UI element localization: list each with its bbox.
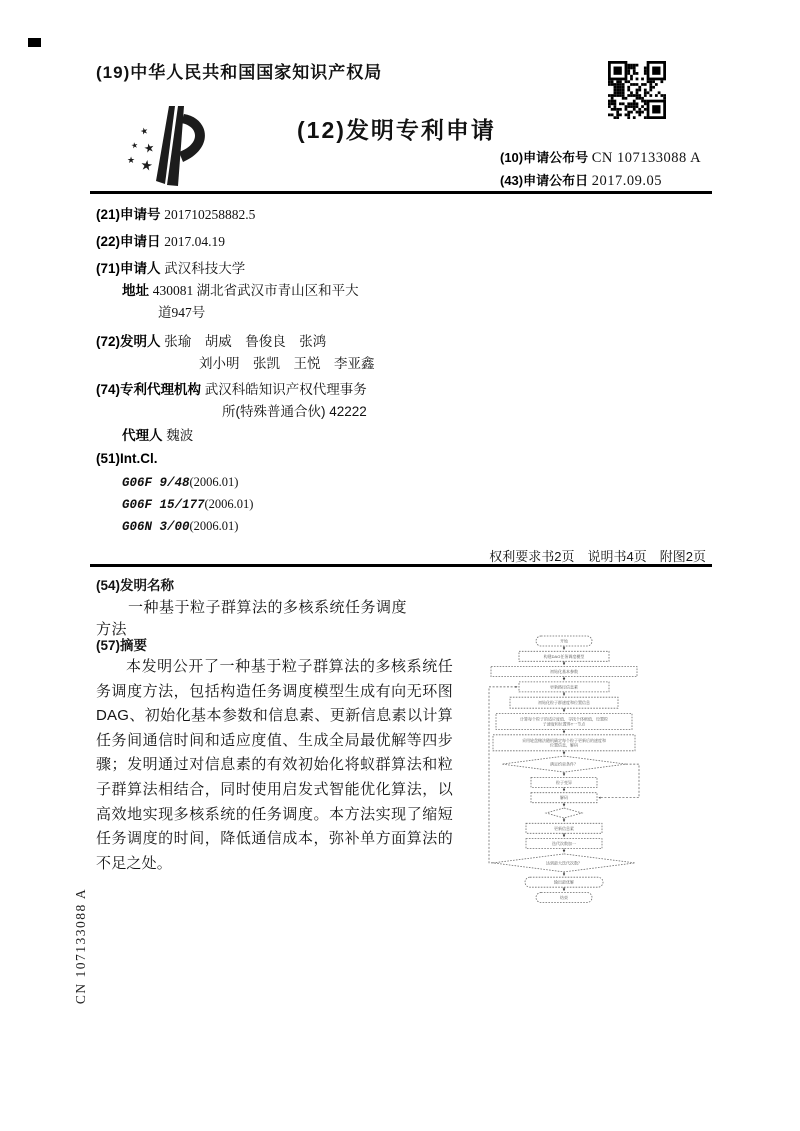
- agent-value: 魏波: [166, 428, 194, 443]
- svg-text:★: ★: [139, 125, 150, 137]
- body-divider: [90, 564, 712, 567]
- svg-text:更新路径信息素: 更新路径信息素: [550, 684, 578, 690]
- svg-text:初始化粒子群速度和位置信息: 初始化粒子群速度和位置信息: [538, 700, 590, 706]
- svg-text:★: ★: [130, 140, 139, 151]
- svg-text:★: ★: [142, 140, 156, 157]
- svg-text:子速度和位置界T一节点: 子速度和位置界T一节点: [542, 721, 586, 727]
- intcl-version-3: (2006.01): [189, 519, 239, 533]
- agent-label: 代理人: [122, 428, 163, 443]
- inventors-line1: 张瑜 胡威 鲁俊良 张鸿: [164, 334, 327, 349]
- intcl-row: [96, 451, 158, 466]
- svg-text:位置信息，解码: 位置信息，解码: [550, 742, 578, 748]
- applicant-row: [96, 257, 245, 277]
- address-row: [122, 279, 359, 299]
- abstract-section-label: (57)摘要: [96, 638, 148, 653]
- svg-text:更新信息素: 更新信息素: [554, 825, 574, 831]
- agency-label: (74)专利代理机构: [96, 382, 202, 397]
- abstract-text: 本发明公开了一种基于粒子群算法的多核系统任务调度方法，包括构造任务调度模型生成有向无环图DAG、初始化基本参数和信息素、更新信息素以计算任务间通信时间和适应度值、生成全局最优解等四步骤；发明通过对信息素的有效初始化将蚁群算法和粒子群算法相结合，同时使用启发式智能优化算法，以高效地实现多核系统的任务调度。本方法实现了缩短任务调度的时间，降低通信成本，弥补单方面算法的不足之处。: [96, 658, 453, 872]
- invention-title-line1: 一种基于粒子群算法的多核系统任务调度: [128, 599, 408, 616]
- svg-text:开始: 开始: [560, 638, 568, 644]
- abstract-figure-flowchart: [486, 631, 642, 923]
- svg-text:解码: 解码: [560, 795, 568, 801]
- side-publication-code-text: CN 107133088 A: [73, 887, 89, 1005]
- svg-text:构建DAG任务调度模型: 构建DAG任务调度模型: [543, 653, 585, 659]
- svg-text:采用轮盘赌法随机确定每个粒子更新后的速度和: 采用轮盘赌法随机确定每个粒子更新后的速度和: [522, 738, 606, 743]
- pub-date-value: 2017.09.05: [591, 173, 662, 189]
- svg-text:输出最优解: 输出最优解: [554, 879, 574, 885]
- address-line1: 430081 湖北省武汉市青山区和平大: [152, 283, 359, 298]
- pub-number-value: CN 107133088 A: [591, 150, 702, 166]
- intcl-version-2: (2006.01): [204, 497, 254, 511]
- intcl-label: (51)Int.Cl.: [96, 451, 158, 466]
- intcl-code-2: G06F 15/177: [122, 498, 205, 512]
- svg-text:达到最大迭代次数？: 达到最大迭代次数？: [546, 860, 582, 866]
- svg-text:结束: 结束: [560, 895, 568, 900]
- svg-text:粒子变异: 粒子变异: [556, 779, 572, 785]
- intcl-code-1: G06F 9/48: [122, 476, 190, 490]
- invention-title-line2: 方法: [96, 621, 128, 638]
- application-date-row: [96, 230, 225, 250]
- pub-date-row: [500, 170, 662, 190]
- intcl-entry-3: [122, 517, 238, 535]
- application-no-label: (21)申请号: [96, 207, 161, 222]
- intcl-entry-2: [122, 495, 253, 513]
- title-section-label: (54)发明名称: [96, 578, 175, 593]
- agent-row: [122, 424, 193, 444]
- svg-text:初始化基本参数: 初始化基本参数: [550, 669, 578, 675]
- agency-line2: 所(特殊普通合伙) 42222: [222, 404, 367, 419]
- address-label: 地址: [122, 283, 149, 298]
- inventors-row: [96, 330, 326, 350]
- qr-code: [608, 61, 666, 119]
- svg-text:★: ★: [139, 156, 155, 174]
- cnipa-logo-graphic: [123, 102, 223, 190]
- pub-number-label: (10)申请公布号: [500, 150, 589, 165]
- scan-mark: [28, 38, 41, 47]
- applicant-label: (71)申请人: [96, 261, 161, 276]
- address-line2: 道947号: [158, 305, 206, 320]
- header-divider: [90, 191, 712, 194]
- doc-type-title: (12)发明专利申请: [297, 117, 496, 143]
- svg-text:迭代次数加一: 迭代次数加一: [552, 841, 576, 847]
- intcl-entry-1: [122, 473, 238, 491]
- application-no-value: 201710258882.5: [164, 207, 256, 222]
- svg-text:计算每个粒子的适应度值，寻找个体极值，设置粒: 计算每个粒子的适应度值，寻找个体极值，设置粒: [520, 716, 608, 722]
- patent-office-title: (19)中华人民共和国国家知识产权局: [96, 63, 383, 82]
- intcl-version-1: (2006.01): [189, 475, 239, 489]
- intcl-code-3: G06N 3/00: [122, 520, 190, 534]
- pub-number-row: [500, 147, 701, 167]
- agency-row: [96, 378, 367, 398]
- application-date-value: 2017.04.19: [164, 234, 226, 249]
- svg-text:满足约束条件？: 满足约束条件？: [550, 761, 578, 767]
- agency-line1: 武汉科皓知识产权代理事务: [204, 382, 367, 397]
- pub-date-label: (43)申请公布日: [500, 173, 589, 188]
- application-no-row: [96, 203, 255, 223]
- cnipa-logo: [123, 102, 223, 190]
- applicant-value: 武汉科技大学: [164, 261, 246, 276]
- svg-text:★: ★: [126, 155, 136, 165]
- side-publication-code: [64, 876, 98, 1016]
- inventors-line2: 刘小明 张凯 王悦 李亚鑫: [199, 356, 375, 371]
- inventors-label: (72)发明人: [96, 334, 161, 349]
- pages-info: 权利要求书2页 说明书4页 附图2页: [489, 549, 706, 564]
- application-date-label: (22)申请日: [96, 234, 161, 249]
